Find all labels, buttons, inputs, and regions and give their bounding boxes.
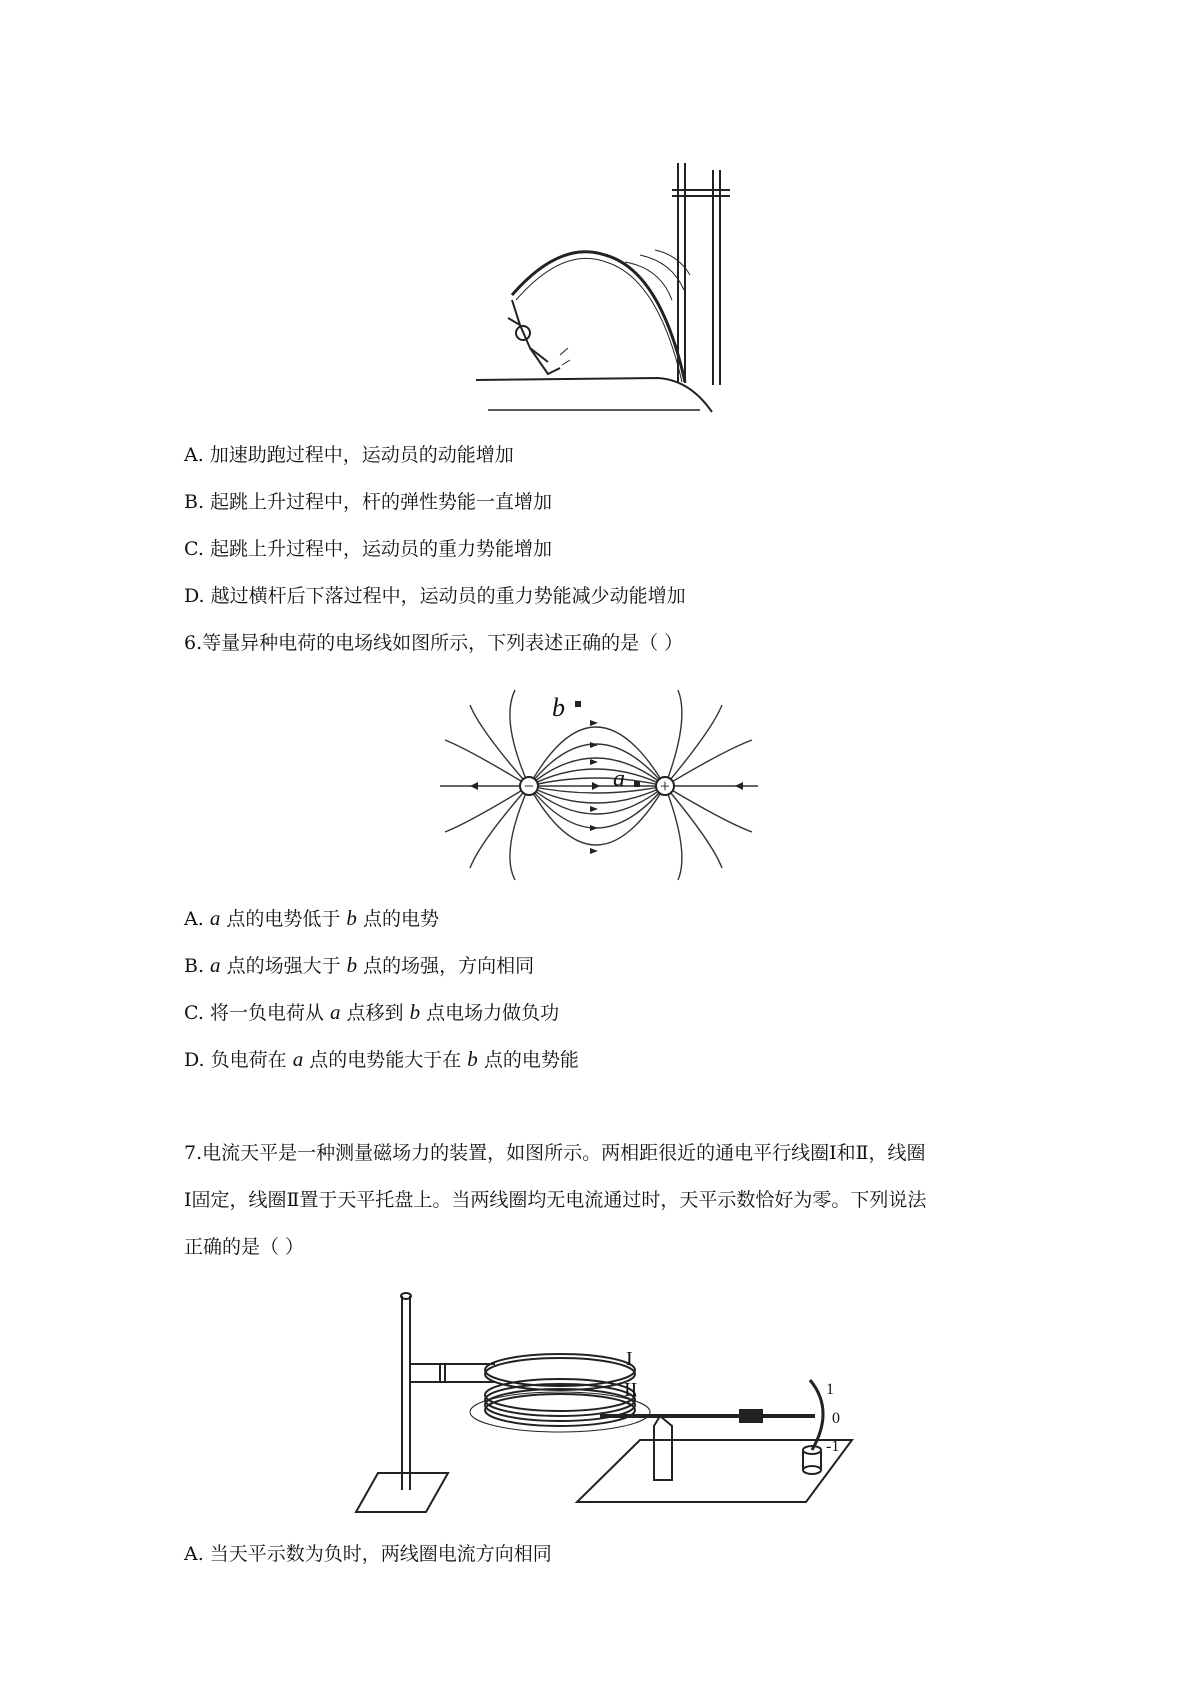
coil-1-label: I bbox=[626, 1348, 633, 1370]
scale-label-zero: 0 bbox=[832, 1410, 840, 1427]
q6-stem: 6.等量异种电荷的电场线如图所示，下列表述正确的是（ ） bbox=[184, 632, 684, 654]
balance-base bbox=[577, 1440, 852, 1502]
q5-option-b: B. 起跳上升过程中，杆的弹性势能一直增加 bbox=[184, 491, 553, 513]
q7-stem-line-2: Ⅰ固定，线圈Ⅱ置于天平托盘上。当两线圈均无电流通过时，天平示数恰好为零。下列说法 bbox=[184, 1189, 927, 1211]
point-a-label: a bbox=[613, 766, 625, 792]
q7-option-a: A. 当天平示数为负时，两线圈电流方向相同 bbox=[184, 1543, 552, 1565]
q6-option-c: C. 将一负电荷从 a 点移到 b 点电场力做负功 bbox=[184, 1000, 560, 1024]
q5-option-c: C. 起跳上升过程中，运动员的重力势能增加 bbox=[184, 538, 552, 560]
q7-stem-line-3: 正确的是（ ） bbox=[184, 1236, 305, 1258]
negative-charge-sign: − bbox=[523, 776, 535, 796]
q6-option-b: B. a 点的场强大于 b 点的场强，方向相同 bbox=[184, 953, 535, 977]
q5-option-d: D. 越过横杆后下落过程中，运动员的重力势能减少动能增加 bbox=[184, 585, 686, 607]
coil-2-label: II bbox=[624, 1379, 638, 1401]
q7-stem-line-1: 7.电流天平是一种测量磁场力的装置，如图所示。两相距很近的通电平行线圈Ⅰ和Ⅱ，线圈 bbox=[184, 1142, 926, 1164]
scale-label-bottom: -1 bbox=[826, 1438, 840, 1455]
scale-label-top: 1 bbox=[826, 1381, 834, 1398]
positive-charge-sign: + bbox=[659, 776, 671, 796]
q5-option-a: A. 加速助跑过程中，运动员的动能增加 bbox=[184, 444, 514, 466]
q6-option-a: A. a 点的电势低于 b 点的电势 bbox=[184, 906, 439, 930]
point-b-label: b bbox=[552, 693, 565, 722]
q6-option-d: D. 负电荷在 a 点的电势能大于在 b 点的电势能 bbox=[184, 1047, 579, 1071]
